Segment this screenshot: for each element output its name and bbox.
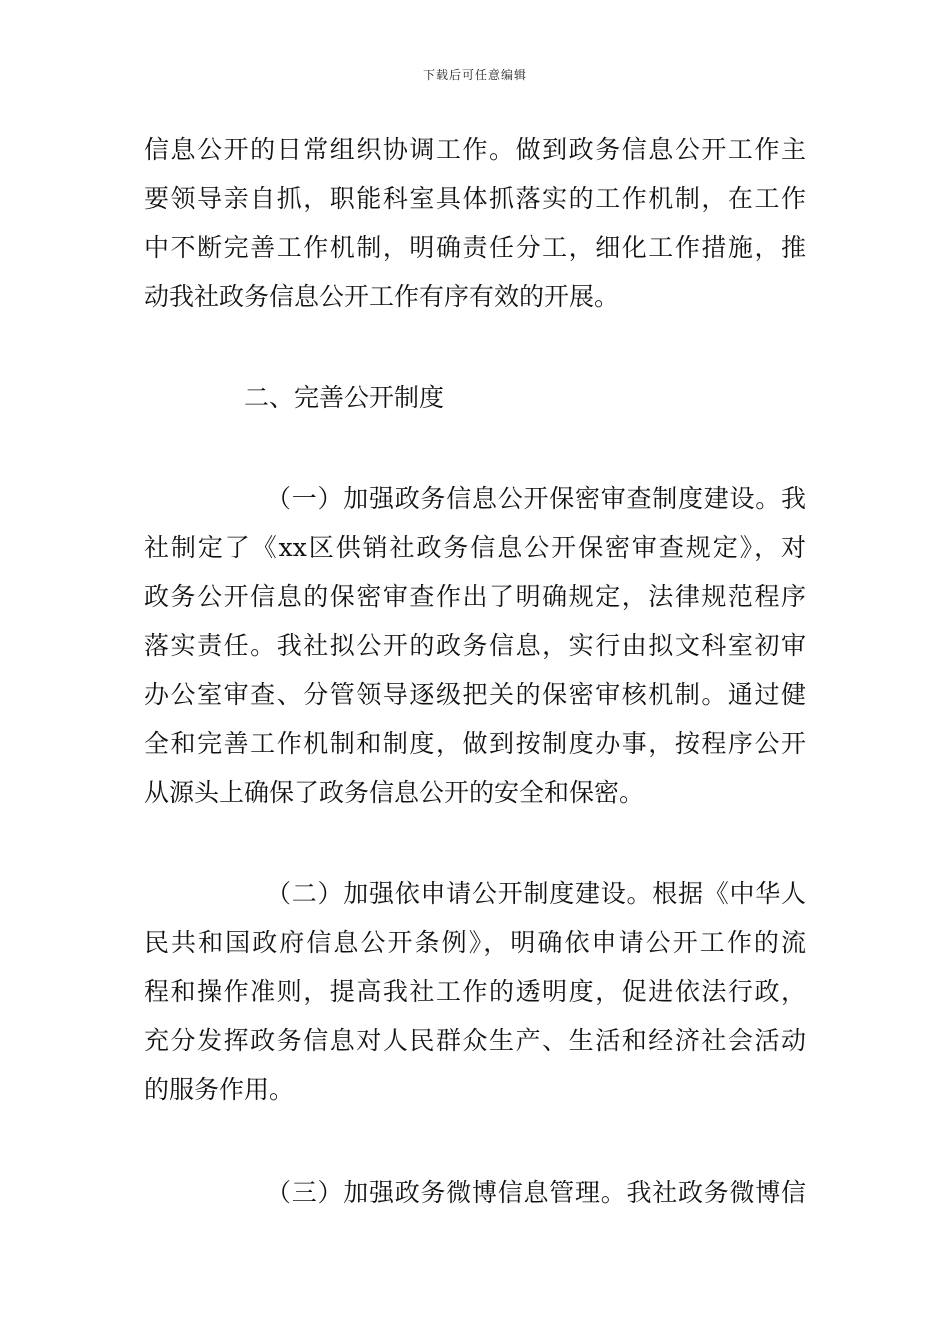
text-line: （二）加强依申请公开制度建设。根据《中华人 — [266, 879, 806, 908]
header-note: 下载后可任意编辑 — [422, 68, 527, 82]
text-line: 从源头上确保了政务信息公开的安全和保密。 — [144, 778, 645, 807]
text-line: 动我社政务信息公开工作有序有效的开展。 — [144, 282, 620, 311]
text-line: 程和操作准则，提高我社工作的透明度，促进依法行政， — [144, 977, 806, 1006]
text-line: 民共和国政府信息公开条例》，明确依申请公开工作的流 — [144, 928, 806, 957]
section-heading: 二、完善公开制度 — [244, 383, 445, 412]
text-line: （一）加强政务信息公开保密审查制度建设。我 — [266, 484, 806, 513]
text-line: 政务公开信息的保密审查作出了明确规定，法律规范程序 — [144, 582, 806, 611]
text-line: 办公室审查、分管领导逐级把关的保密审核机制。通过健 — [144, 680, 806, 709]
text-line: 的服务作用。 — [144, 1075, 295, 1104]
text-line: （三）加强政务微博信息管理。我社政务微博信 — [266, 1178, 806, 1207]
text-line: 信息公开的日常组织协调工作。做到政务信息公开工作主 — [144, 135, 806, 164]
text-line: 全和完善工作机制和制度，做到按制度办事，按程序公开 — [144, 729, 806, 758]
text-line: 充分发挥政务信息对人民群众生产、生活和经济社会活动 — [144, 1026, 806, 1055]
text-line: 中不断完善工作机制，明确责任分工，细化工作措施，推 — [144, 233, 806, 262]
text-line: 社制定了《xx区供销社政务信息公开保密审查规定》，对 — [144, 533, 806, 562]
text-line: 落实责任。我社拟公开的政务信息，实行由拟文科室初审 — [144, 631, 806, 660]
text-line: 要领导亲自抓，职能科室具体抓落实的工作机制，在工作 — [144, 184, 806, 213]
